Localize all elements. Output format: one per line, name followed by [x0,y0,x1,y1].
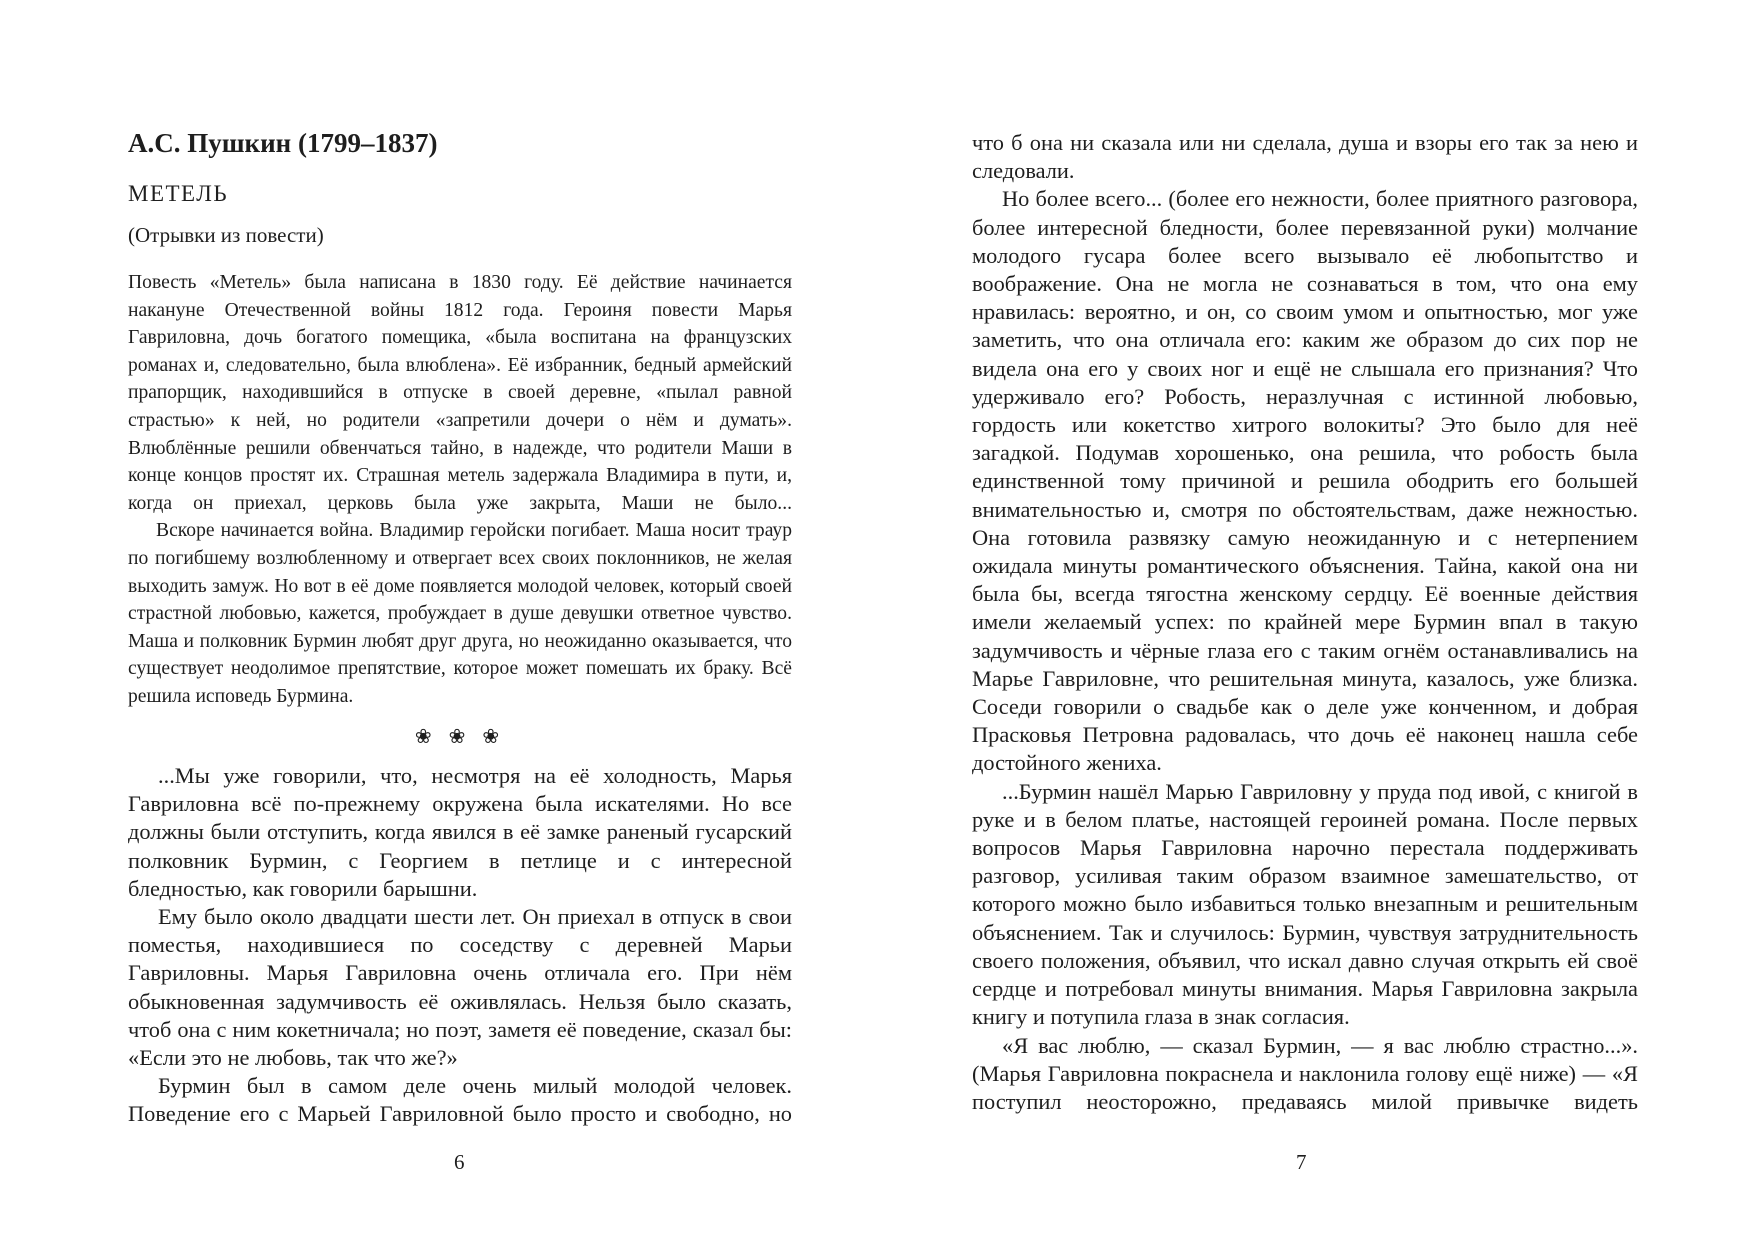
intro-block [128,269,792,711]
story-subtitle: (Отрывки из повести) [128,223,324,247]
story-paragraph: ...Мы уже говорили, что, несмотря на её холодность, Марья Гавриловна всё по-прежнему окружена была искателями. Но все должны были отступить, когда явился в её замке раненый гусарский полковник Бурмин, с Георгием в петлице и с интересной бледностью, как говорили барышни. [128,763,792,901]
intro-paragraph: Повесть «Метель» была написана в 1830 году. Её действие начинается накануне Отечественной войны 1812 года. Героиня повести Марья Гавриловна, дочь богатого помещика, «была воспитана на французских романах и, следовательно, была влюблена». Её избранник, бедный армейский прапорщик, находившийся в отпуске в своей деревне, «пылал равной страстью» к ней, но родители «запретили дочери о нём и думать». Влюблённые решили обвенчаться тайно, в надежде, что родители Маши в конце концов простят их. Страшная метель задержала Владимира в пути, и, когда он приехал, церковь была уже закрыта, Маши не было... [128,272,792,514]
page-number-right: 7 [1296,1150,1307,1174]
section-separator: ❀ ❀ ❀ [414,726,506,748]
intro-paragraph: Вскоре начинается война. Владимир геройски погибает. Маша носит траур по погибшему возлюбленному и отвергает всех своих поклонников, не желая выходить замуж. Но вот в её доме появляется молодой человек, который своей страстной любовью, кажется, пробуждает в душе девушки ответное чувство. Маша и полковник Бурмин любят друг друга, но неожиданно оказывается, что существует неодолимое препятствие, которое может помешать их браку. Всё решила исповедь Бурмина. [128,520,792,707]
page-number-left: 6 [454,1150,465,1174]
story-paragraph: ...Бурмин нашёл Марью Гавриловну у пруда под ивой, с книгой в руке и в белом платье, настоящей героиней романа. После первых вопросов Марья Гавриловна нарочно перестала поддерживать разговор, усиливая таким образом взаимное замешательство, от которого можно было избавиться только внезапным и решительным объяснением. Так и случилось: Бурмин, чувствуя затруднительность своего положения, объявил, что искал давно случая открыть ей своё сердце и потребовал минуты внимания. Марья Гавриловна закрыла книгу и потупила глаза в знак согласия. [972,778,1638,1030]
story-paragraph: Бурмин был в самом деле очень милый молодой человек. Поведение его с Марьей Гавриловной было просто и свободно, но [128,1073,792,1127]
story-paragraph: «Я вас люблю, — сказал Бурмин, — я вас люблю страстно...». (Марья Гавриловна покраснела и наклонила голову ещё ниже) — «Я поступил неосторожно, предаваясь милой привычке видеть [972,1032,1638,1114]
story-paragraph: Ему было около двадцати шести лет. Он приехал в отпуск в свои поместья, находившиеся по соседству с деревней Марьи Гавриловны. Марья Гавриловна очень отличала его. При нём обыкновенная задумчивость её оживлялась. Нельзя было сказать, чтоб она с ним кокетничала; но поэт, заметя её поведение, сказал бы: «Если это не любовь, так что же?» [128,904,792,1071]
story-text-left [128,762,792,1129]
story-paragraph: что б она ни сказала или ни сделала, душа и взоры его так за нею и следовали. [972,130,1638,184]
story-title: МЕТЕЛЬ [128,181,229,206]
story-paragraph: Но более всего... (более его нежности, более приятного разговора, более интересной бледности, более перевязанной руки) молчание молодого гусара более всего вызывало её любопытство и воображение. Она не могла не сознаваться в том, что она ему нравилась: вероятно, и он, со своим умом и опытностью, мог уже заметить, что она отличала его: каким же образом до сих пор не видела она его у своих ног и ещё не слышала его признания? Что удерживало его? Робость, неразлучная с истинной любовью, гордость или кокетство хитрого волокиты? Это было для неё загадкой. Подумав хорошенько, она решила, что робость была единственной тому причиной и решила ободрить его большей внимательностью и, смотря по обстоятельствам, даже нежностью. Она готовила развязку самую неожиданную и с нетерпением ожидала минуты романтического объяснения. Тайна, какой она ни была бы, всегда тягостна женскому сердцу. Её военные действия имели желаемый успех: по крайней мере Бурмин впал в такую задумчивость и чёрные глаза его с таким огнём останавливались на Марье Гавриловне, что решительная минута, казалось, уже близка. Соседи говорили о свадьбе как о деле уже конченном, и добрая Прасковья Петровна радовалась, что дочь её наконец нашла себе достойного жениха. [972,186,1638,776]
author-heading: А.С. Пушкин (1799–1837) [128,128,438,158]
story-text-right [972,129,1638,1116]
